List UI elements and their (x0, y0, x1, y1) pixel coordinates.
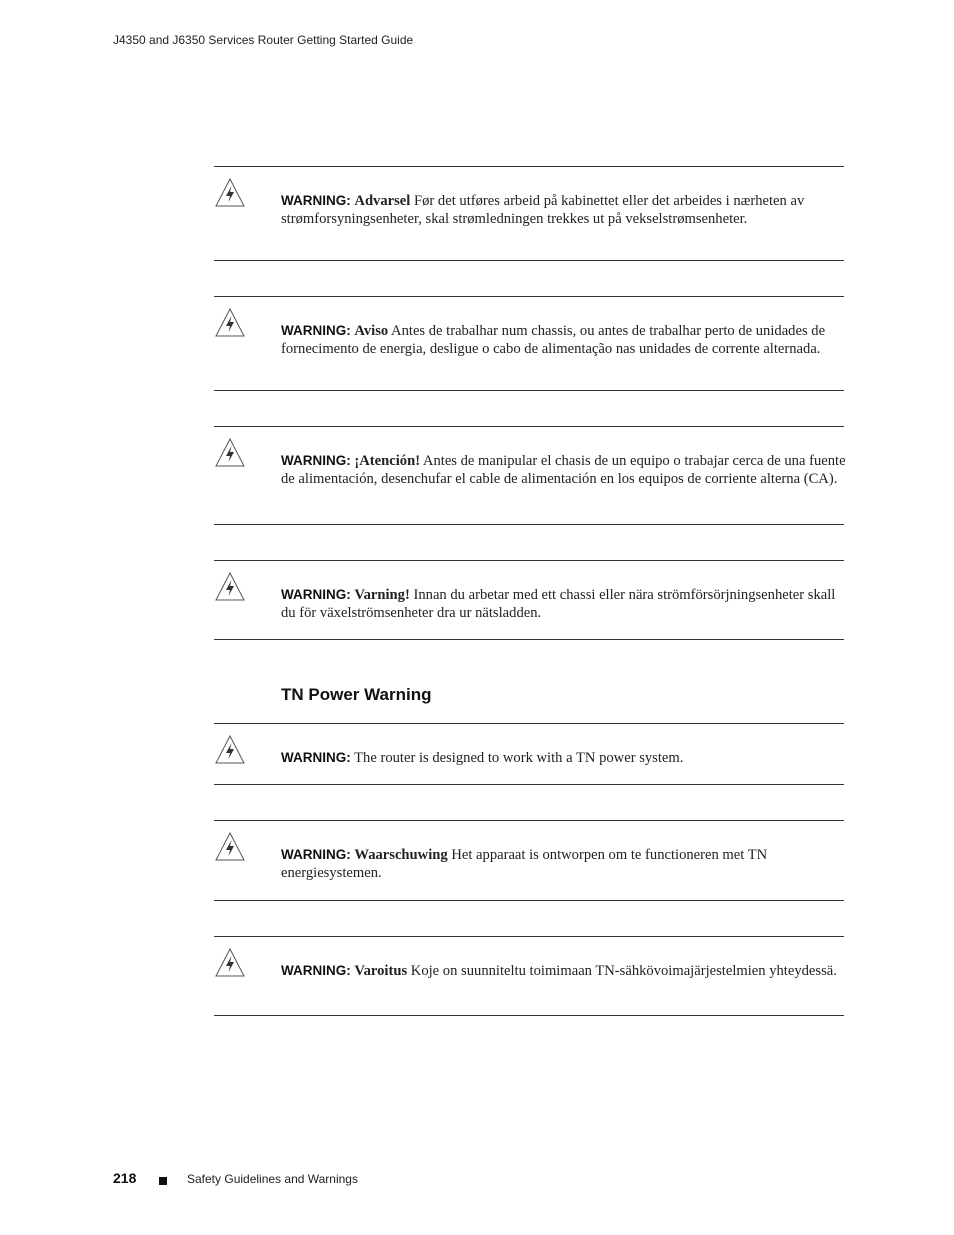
warning-electrical-hazard-icon (214, 437, 246, 469)
footer-square-bullet-icon (159, 1177, 167, 1185)
page-footer (113, 1170, 358, 1188)
warning-block-finnish (214, 936, 844, 1016)
page-number: 218 (113, 1170, 137, 1186)
warning-language-word: ¡Atención! (354, 453, 421, 469)
warning-label: WARNING: (281, 193, 351, 208)
warning-language-word: Waarschuwing (354, 847, 448, 863)
warning-block-dutch (214, 820, 844, 901)
warning-electrical-hazard-icon (214, 831, 246, 863)
warning-language-word: Varning! (354, 587, 410, 603)
section-heading: TN Power Warning (281, 685, 432, 704)
warning-label: WARNING: (281, 323, 351, 338)
warning-label: WARNING: (281, 453, 351, 468)
warning-electrical-hazard-icon (214, 307, 246, 339)
running-header: J4350 and J6350 Services Router Getting Started Guide (113, 33, 414, 47)
warning-electrical-hazard-icon (214, 947, 246, 979)
warning-label: WARNING: (281, 587, 351, 602)
warning-label: WARNING: (281, 750, 351, 765)
warning-block-swedish (214, 560, 844, 640)
warning-text (281, 586, 847, 622)
warning-text (281, 846, 847, 882)
warning-label: WARNING: (281, 963, 351, 978)
warning-electrical-hazard-icon (214, 177, 246, 209)
warning-text (281, 192, 847, 228)
warning-block-portuguese (214, 296, 844, 391)
warning-language-word: Varoitus (354, 963, 408, 979)
warning-body: Innan du arbetar med ett chassi eller nära strömförsörjningsenheter skall du för växelströmsenheter dra ur nätsladden. (281, 587, 836, 621)
warning-body: Antes de manipular el chasis de un equipo o trabajar cerca de una fuente de alimentación, desenchufar el cable de alimentación en los equipos de corriente alterna (CA). (281, 453, 846, 487)
warning-block-spanish (214, 426, 844, 525)
warning-body: Før det utføres arbeid på kabinettet eller det arbeides i nærheten av strømforsyningsenheter, skal strømledningen trekkes ut på vekselstrømsenheter. (281, 193, 805, 227)
warning-electrical-hazard-icon (214, 734, 246, 766)
warning-language-word: Aviso (354, 323, 389, 339)
warning-text (281, 962, 847, 980)
footer-section-title: Safety Guidelines and Warnings (187, 1172, 358, 1186)
warning-text (281, 452, 847, 488)
warning-language-word: Advarsel (354, 193, 411, 209)
warning-block-english (214, 723, 844, 785)
warning-text (281, 322, 847, 358)
warning-label: WARNING: (281, 847, 351, 862)
warning-body: The router is designed to work with a TN power system. (354, 750, 684, 766)
warning-electrical-hazard-icon (214, 571, 246, 603)
warning-block-norwegian (214, 166, 844, 261)
warning-body: Koje on suunniteltu toimimaan TN-sähkövoimajärjestelmien yhteydessä. (410, 963, 837, 979)
warning-body: Antes de trabalhar num chassis, ou antes de trabalhar perto de unidades de fornecimento de energia, desligue o cabo de alimentação nas unidades de corrente alternada. (281, 323, 826, 357)
warning-body: Het apparaat is ontworpen om te functioneren met TN energiesystemen. (281, 847, 768, 881)
warning-text (281, 749, 847, 767)
